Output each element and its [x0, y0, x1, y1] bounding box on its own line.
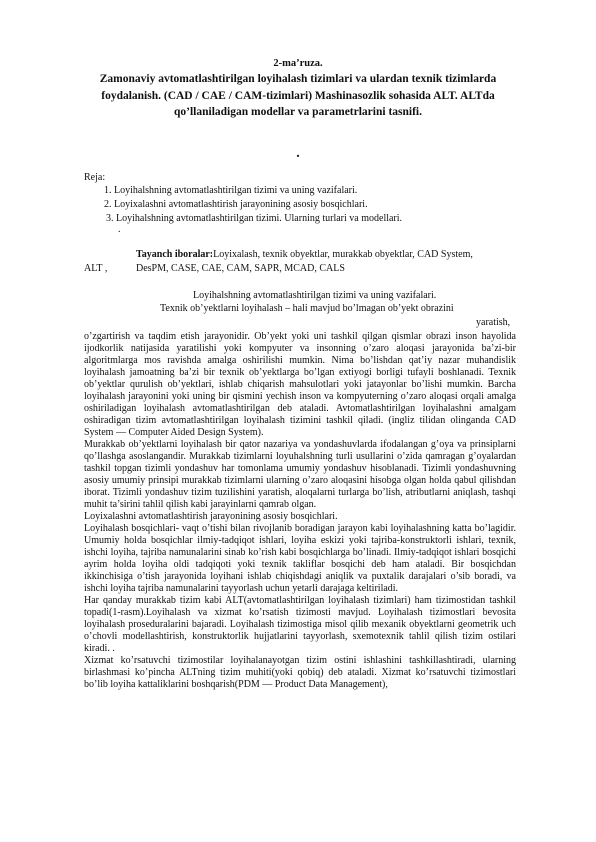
plan-item-2: 2. Loyixalashni avtomatlashtirish jarayonining asosiy bosqichlari.	[104, 199, 368, 210]
section1-body	[84, 331, 516, 691]
section1-heading: Loyihalshning avtomatlashtirilgan tizimi va uning vazifalari.	[193, 290, 437, 301]
document-title: Zamonaviy avtomatlashtirilgan loyihalash tizimlari va ulardan texnik tizimlarda foydalanish. (CAD / CAE / CAM-tizimlari) Mashinasozlik sohasida ALT. ALTda qo’llaniladigan modellar va parametrlarini tasnifi.	[99, 73, 497, 118]
section2-heading: Loyixalashni avtomatlashtirish jarayonining asosiy bosqichlari.	[84, 511, 338, 522]
plan-item-1: 1. Loyihalshning avtomatlashtirilgan tizimi va uning vazifalari.	[104, 185, 358, 196]
section2-paragraph-2: Har qanday murakkab tizim kabi ALT(avtomatlashtirilgan loyihalash tizimlari) ham tizimostidan tashkil topadi(1-rasm).Loyihalash va xizmat ko’rsatish tizimosti mavjud. Loyihalash tizimostlari bevosita loyihalash proseduralarini bajaradi. Loyihalash tizimostiga misol qilib mexanik obyektlarni geometrik uch o’chovli modellashtirish, konstruktorlik hujjatlarini tayyorlash, sxemotexnik tahlil qilish tizim ostilari kiradi. .	[84, 595, 516, 654]
section1-line-1: Texnik ob’yektlarni loyihalash – hali mavjud bo’lmagan ob’yekt obrazini	[160, 303, 454, 314]
keywords-line-2-right: DesPM, CASE, CAE, CAM, SAPR, MCAD, CALS	[136, 263, 345, 274]
plan-dot: .	[118, 224, 121, 235]
lecture-number: 2-ma’ruza.	[273, 58, 323, 69]
keywords-line-2-left: ALT ,	[84, 263, 108, 274]
section1-paragraph-1: o’zgartirish va taqdim etish jarayonidir. Ob’yekt yoki uni tashkil qilgan qismlar obrazi inson hayolida ijodkorlik natijasida yaratilishi yoki kompyuter va insonning o’zaro aloqasi jarayonida ba’zi-bir algoritmlarga mos ravishda amalga oshirilishi mumkin. Nima bo’lishdan qat’iy nazar muhandislik loyihalash jamoatning ba’zi bir texnik ob’yektlarga bo’lgan extiyogi borligi tufayli boshlanadi. Texnik ob’yektlar qurulish ob’yektlari, ishlab chiqarish mahsulotlari yoki jatayonlar bo’lishi mumkin. Barcha loyihalash jarayonini yoki uning bir qismini yechish inson va kompyuterning o’zaro aloqasi orqali amalga oshiriladigan loyihalash avtomatlashtirilgan deb ataladi. Avtomatlashtirilgan loyihalashni amalgam oshiradigan tizim avtomatlashtirilgan loyihalash tizimini tashkil qiladi. (ingliz tilidan olinganda CAD System — Computer Aided Design System).	[84, 331, 516, 438]
keywords-text-1: Loyixalash, texnik obyektlar, murakkab obyektlar, CAD System,	[213, 249, 473, 260]
section1-line-2: yaratish,	[476, 317, 511, 328]
section1-paragraph-2: Murakkab ob’yektlarni loyihalash bir qator nazariya va yondashuvlarda ifodalangan g’oya va prinsiplarni qo’llashga asoslangandir. Murakkab tizimlarni loyuhalshning turli usullarini o’zida qamragan g’oyalardan tashkil topgan tizimli yondashuv har tomonlama umumiy yondashuv hisoblanadi. Tizimli yondashuvning asosiy umumiy prinsipi murakkab tizimlarni ularning o’zaro aloqasini hisobga olgan holda qabul qilishdan iborat. Tizimli yondashuv tizim tuzilishini yaratish, aloqalarni turlarga bo’lish, atributlarni aniqlash, tashqi muhit ta’sirini tahlil qilish kabi jarayinlarni qamrab olgan.	[84, 439, 516, 510]
keywords-line-1	[136, 249, 473, 261]
plan-item-3: 3. Loyihalshning avtomatlashtirilgan tizimi. Ularning turlari va modellari.	[106, 213, 403, 224]
section2-paragraph-3: Xizmat ko’rsatuvchi tizimostilar loyihalanayotgan tizim ostini ishlashini tashkillashtiradi, ularning birlashmasi ko’pincha ALTning tizim muhiti(yoki qobiq) deb ataladi. Xizmat ko’rsatuvchi tizimostlari bo’lib loyiha kattaliklarini boshqarish(PDM — Product Data Management),	[84, 655, 516, 690]
section2-paragraph-1: Loyihalash bosqichlari- vaqt o’tishi bilan rivojlanib boradigan jarayon kabi loyihalashning katta bo’lagidir. Umumiy holda bosqichlar ilmiy-tadqiqot ishlari, loyiha eskizi yoki tajriba-konstruktorli ishlari, texnik, ishchi loyiha, tajriba namunalarini sinab ko’rish kabi bosqichlarga bo’linadi. Ilmiy-tadqiqot ishlari bosqichi ayrim holda loyiha oldi tadqiqoti yoki texnik takliflar bosqichi deb ham ataladi. Bir bosqichdan ikkinchisiga o’tish jarayonida loyihani ishlab chiqishdagi aniqlik va puxtalik darajalari o’sib boradi, va ishchi loyiha tajriba namunalarini tayyorlash uchun yetarli darajaga keltiriladi.	[84, 523, 516, 594]
plan-label: Reja:	[84, 172, 106, 183]
title-separator: .	[296, 146, 300, 161]
keywords-label: Tayanch iboralar:	[136, 249, 214, 260]
